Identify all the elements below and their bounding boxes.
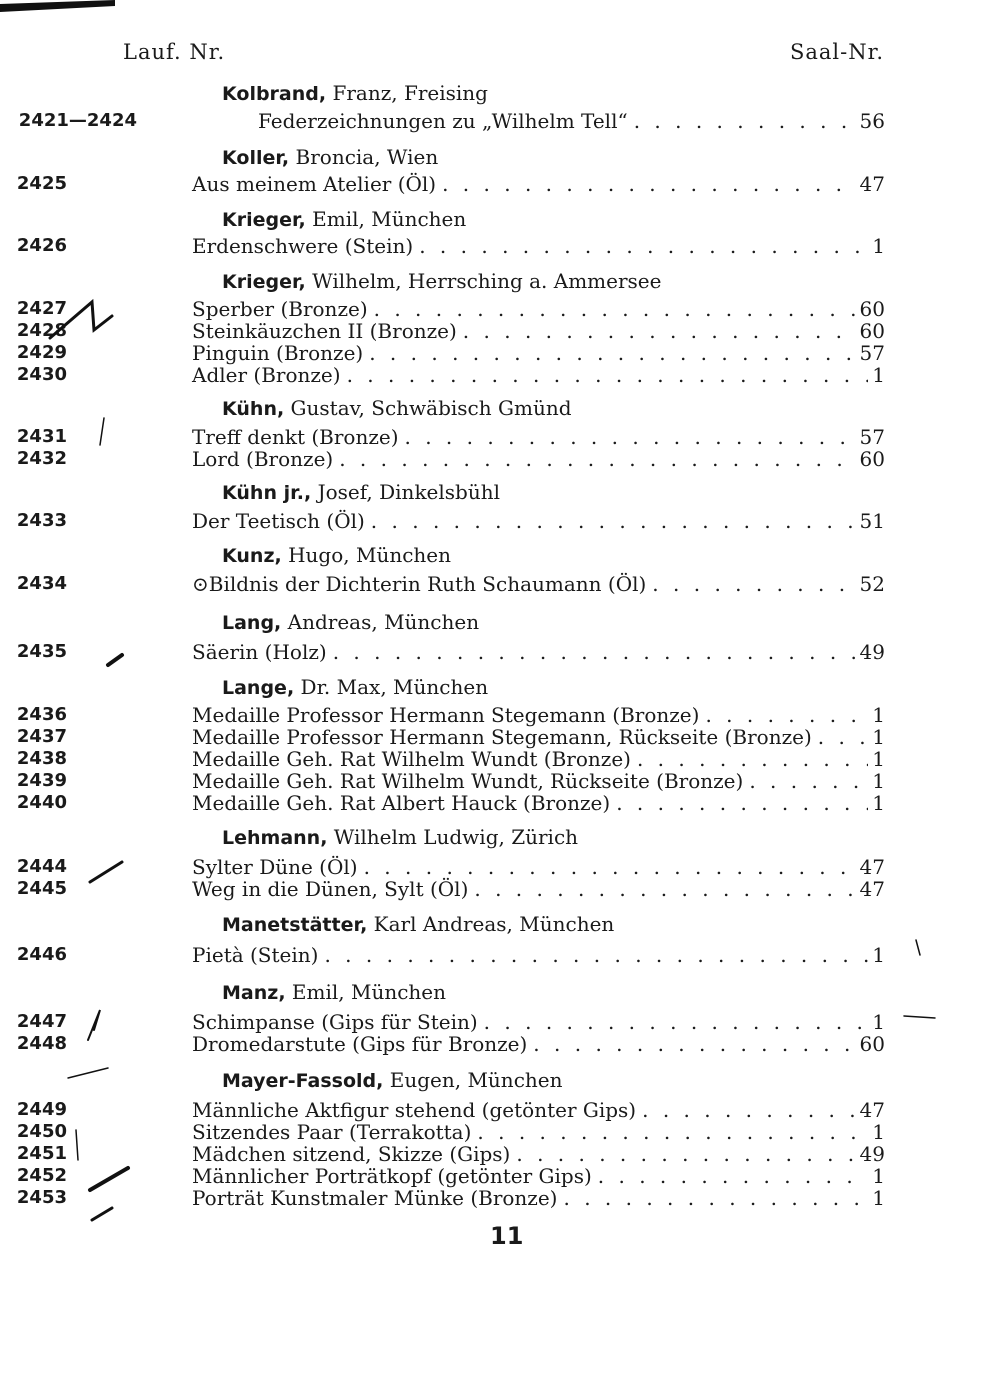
entry-saal: 47 [859, 172, 885, 196]
entry-number: 2452 [16, 1165, 67, 1186]
entry-number: 2447 [16, 1011, 67, 1032]
dot-leader [474, 878, 855, 900]
artist-heading [222, 208, 466, 230]
dot-leader [598, 1165, 869, 1187]
entry-body [192, 298, 885, 320]
entry-number: 2450 [16, 1121, 67, 1142]
artist-place: Hugo, München [288, 543, 451, 567]
dot-leader [364, 856, 856, 878]
entry-title: Medaille Geh. Rat Wilhelm Wundt, Rückseite (Bronze) [192, 769, 744, 793]
entry-number: 2440 [16, 792, 67, 813]
entry-number: 2444 [16, 856, 67, 877]
entry-title: Treff denkt (Bronze) [192, 425, 399, 449]
entry-body [192, 726, 885, 748]
entry-number: 2437 [16, 726, 67, 747]
entry-title: Sylter Düne (Öl) [192, 855, 358, 879]
catalog-entry [0, 510, 885, 532]
catalog-entry [0, 748, 885, 770]
entry-body [192, 944, 885, 966]
catalog-entry [0, 426, 885, 448]
entry-number: 2430 [16, 364, 67, 385]
entry-title: Sperber (Bronze) [192, 297, 368, 321]
entry-saal: 60 [859, 297, 885, 321]
dot-leader [369, 342, 855, 364]
dot-leader [652, 573, 855, 595]
dot-leader [339, 448, 855, 470]
catalog-entry [0, 944, 885, 966]
entry-number: 2438 [16, 748, 67, 769]
artist-heading [222, 82, 488, 104]
entry-title: Männliche Aktfigur stehend (getönter Gips) [192, 1098, 637, 1122]
entry-number: 2445 [16, 878, 67, 899]
entry-body [192, 748, 885, 770]
entry-title: Erdenschwere (Stein) [192, 234, 414, 258]
entry-body [192, 573, 885, 595]
artist-surname: Manetstätter, [222, 914, 368, 936]
entry-title: Medaille Professor Hermann Stegemann, Rückseite (Bronze) [192, 725, 812, 749]
entry-saal: 47 [859, 855, 885, 879]
artist-place: Franz, Freising [332, 81, 488, 105]
dot-leader [705, 704, 868, 726]
header-saal-nr: Saal-Nr. [790, 40, 885, 64]
dot-leader [642, 1099, 855, 1121]
artist-surname: Kühn, [222, 398, 285, 420]
dot-leader [333, 641, 856, 663]
entry-title: Medaille Geh. Rat Wilhelm Wundt (Bronze) [192, 747, 631, 771]
entry-number: 2433 [16, 510, 67, 531]
entry-number: 2426 [16, 235, 67, 256]
artist-surname: Lange, [222, 677, 295, 699]
entry-number: 2421—2424 [18, 110, 137, 131]
artist-heading [222, 544, 451, 566]
entry-body [192, 1187, 885, 1209]
entry-body [192, 448, 885, 470]
entry-saal: 52 [859, 572, 885, 596]
dot-leader [324, 944, 868, 966]
entry-saal: 1 [872, 1010, 885, 1034]
entry-body [192, 792, 885, 814]
entry-title: Federzeichnungen zu „Wilhelm Tell“ [258, 109, 628, 133]
entry-number: 2451 [16, 1143, 67, 1164]
dot-leader [516, 1143, 855, 1165]
dot-leader [818, 726, 868, 748]
entry-number: 2453 [16, 1187, 67, 1208]
artist-place: Emil, München [312, 207, 467, 231]
artist-place: Karl Andreas, München [373, 912, 615, 936]
entry-body [192, 856, 885, 878]
entry-saal: 1 [872, 363, 885, 387]
entry-saal: 1 [872, 1186, 885, 1210]
entry-saal: 1 [872, 234, 885, 258]
dot-leader [563, 1187, 868, 1209]
entry-saal: 1 [872, 747, 885, 771]
entry-body [192, 426, 885, 448]
entry-title: Adler (Bronze) [192, 363, 341, 387]
artist-place: Wilhelm, Herrsching a. Ammersee [312, 269, 662, 293]
dot-leader [616, 792, 868, 814]
catalog-entry [0, 173, 885, 195]
catalog-entry [0, 1165, 885, 1187]
entry-title: Aus meinem Atelier (Öl) [192, 172, 437, 196]
entry-title: Pinguin (Bronze) [192, 341, 364, 365]
catalog-entry [0, 770, 885, 792]
entry-body [192, 878, 885, 900]
entry-saal: 57 [859, 341, 885, 365]
entry-number: 2425 [16, 173, 67, 194]
artist-surname: Lehmann, [222, 827, 328, 849]
catalog-entry [0, 1143, 885, 1165]
artist-place: Wilhelm Ludwig, Zürich [333, 825, 579, 849]
artist-heading [222, 270, 661, 292]
entry-body [192, 1143, 885, 1165]
catalog-entry [0, 1187, 885, 1209]
entry-number: 2431 [16, 426, 67, 447]
artist-place: Emil, München [291, 980, 447, 1004]
entry-body [192, 1033, 885, 1055]
dot-leader [637, 748, 868, 770]
dot-leader [405, 426, 856, 448]
entry-title: ⊙Bildnis der Dichterin Ruth Schaumann (Öl) [192, 572, 647, 596]
catalog-entry [0, 448, 885, 470]
entry-saal: 60 [859, 319, 885, 343]
entry-body [192, 641, 885, 663]
entry-saal: 1 [872, 791, 885, 815]
entry-title: Medaille Professor Hermann Stegemann (Bronze) [192, 703, 700, 727]
page-number: 11 [490, 1222, 524, 1250]
entry-title: Weg in die Dünen, Sylt (Öl) [192, 877, 469, 901]
artist-heading [222, 481, 500, 503]
entry-body [192, 342, 885, 364]
entry-number: 2439 [16, 770, 67, 791]
catalog-entry [0, 641, 885, 663]
catalog-entry [0, 320, 885, 342]
entry-title: Medaille Geh. Rat Albert Hauck (Bronze) [192, 791, 611, 815]
entry-title: Männlicher Porträtkopf (getönter Gips) [192, 1164, 592, 1188]
entry-body [192, 235, 885, 257]
artist-surname: Mayer-Fassold, [222, 1070, 384, 1092]
entry-saal: 60 [859, 447, 885, 471]
corner-ink-mark [0, 0, 120, 20]
dot-leader [463, 320, 856, 342]
entry-body [192, 320, 885, 342]
artist-place: Josef, Dinkelsbühl [317, 480, 501, 504]
artist-surname: Lang, [222, 612, 282, 634]
dot-leader [419, 235, 868, 257]
catalog-entry [0, 1011, 885, 1033]
catalog-entry [0, 878, 885, 900]
entry-number: 2432 [16, 448, 67, 469]
entry-body [258, 110, 885, 132]
artist-surname: Kunz, [222, 545, 282, 567]
entry-saal: 51 [859, 509, 885, 533]
entry-saal: 1 [872, 769, 885, 793]
entry-title: Sitzendes Paar (Terrakotta) [192, 1120, 472, 1144]
entry-number: 2428 [16, 320, 67, 341]
catalog-entry [0, 342, 885, 364]
artist-place: Eugen, München [389, 1068, 563, 1092]
entry-number: 2435 [16, 641, 67, 662]
entry-body [192, 1121, 885, 1143]
catalog-entry [0, 1033, 885, 1055]
artist-surname: Koller, [222, 147, 290, 169]
entry-body [192, 1165, 885, 1187]
entry-body [192, 1099, 885, 1121]
artist-place: Dr. Max, München [300, 675, 489, 699]
entry-saal: 57 [859, 425, 885, 449]
artist-place: Gustav, Schwäbisch Gmünd [290, 396, 572, 420]
entry-title: Porträt Kunstmaler Münke (Bronze) [192, 1186, 558, 1210]
entry-number: 2434 [16, 573, 67, 594]
artist-surname: Krieger, [222, 209, 306, 231]
dot-leader [374, 298, 856, 320]
entry-number: 2446 [16, 944, 67, 965]
dot-leader [347, 364, 869, 386]
catalog-entry [0, 235, 885, 257]
entry-body [192, 770, 885, 792]
entry-body [192, 510, 885, 532]
entry-title: Lord (Bronze) [192, 447, 334, 471]
entry-saal: 1 [872, 725, 885, 749]
artist-surname: Krieger, [222, 271, 306, 293]
entry-saal: 1 [872, 1164, 885, 1188]
entry-body [192, 1011, 885, 1033]
entry-saal: 60 [859, 1032, 885, 1056]
entry-saal: 47 [859, 1098, 885, 1122]
artist-surname: Kühn jr., [222, 482, 312, 504]
artist-heading [222, 611, 479, 633]
entry-saal: 49 [859, 1142, 885, 1166]
artist-heading [222, 826, 578, 848]
dot-leader [634, 110, 856, 132]
entry-title: Schimpanse (Gips für Stein) [192, 1010, 478, 1034]
entry-saal: 1 [872, 703, 885, 727]
header-lauf-nr: Lauf. Nr. [123, 40, 226, 64]
dot-leader [484, 1011, 869, 1033]
entry-title: Dromedarstute (Gips für Bronze) [192, 1032, 528, 1056]
entry-title: Säerin (Holz) [192, 640, 327, 664]
entry-title: Pietà (Stein) [192, 943, 319, 967]
dot-leader [477, 1121, 868, 1143]
artist-heading [222, 981, 446, 1003]
entry-body [192, 704, 885, 726]
entry-body [192, 364, 885, 386]
catalog-entry [0, 573, 885, 595]
entry-title: Der Teetisch (Öl) [192, 509, 365, 533]
catalog-entry [0, 1099, 885, 1121]
catalog-entry [0, 298, 885, 320]
artist-heading [222, 397, 572, 419]
artist-surname: Kolbrand, [222, 83, 327, 105]
entry-number: 2427 [16, 298, 67, 319]
catalog-entry [0, 704, 885, 726]
dot-leader [749, 770, 868, 792]
catalog-entry [0, 364, 885, 386]
entry-saal: 1 [872, 1120, 885, 1144]
artist-heading [222, 913, 614, 935]
entry-saal: 1 [872, 943, 885, 967]
catalog-entry [0, 856, 885, 878]
catalog-entry [0, 792, 885, 814]
dot-leader [533, 1033, 855, 1055]
artist-heading [222, 676, 488, 698]
entry-title: Steinkäuzchen II (Bronze) [192, 319, 457, 343]
artist-place: Andreas, München [287, 610, 480, 634]
entry-number: 2436 [16, 704, 67, 725]
catalog-entry [0, 1121, 885, 1143]
entry-saal: 47 [859, 877, 885, 901]
artist-surname: Manz, [222, 982, 286, 1004]
entry-body [192, 173, 885, 195]
dot-leader [442, 173, 855, 195]
entry-number: 2429 [16, 342, 67, 363]
entry-number: 2448 [16, 1033, 67, 1054]
entry-title: Mädchen sitzend, Skizze (Gips) [192, 1142, 511, 1166]
artist-heading [222, 146, 438, 168]
entry-saal: 49 [859, 640, 885, 664]
entry-number: 2449 [16, 1099, 67, 1120]
entry-saal: 56 [859, 109, 885, 133]
catalog-entry [0, 726, 885, 748]
artist-place: Broncia, Wien [295, 145, 439, 169]
catalog-entry [0, 110, 885, 132]
artist-heading [222, 1069, 563, 1091]
dot-leader [371, 510, 856, 532]
